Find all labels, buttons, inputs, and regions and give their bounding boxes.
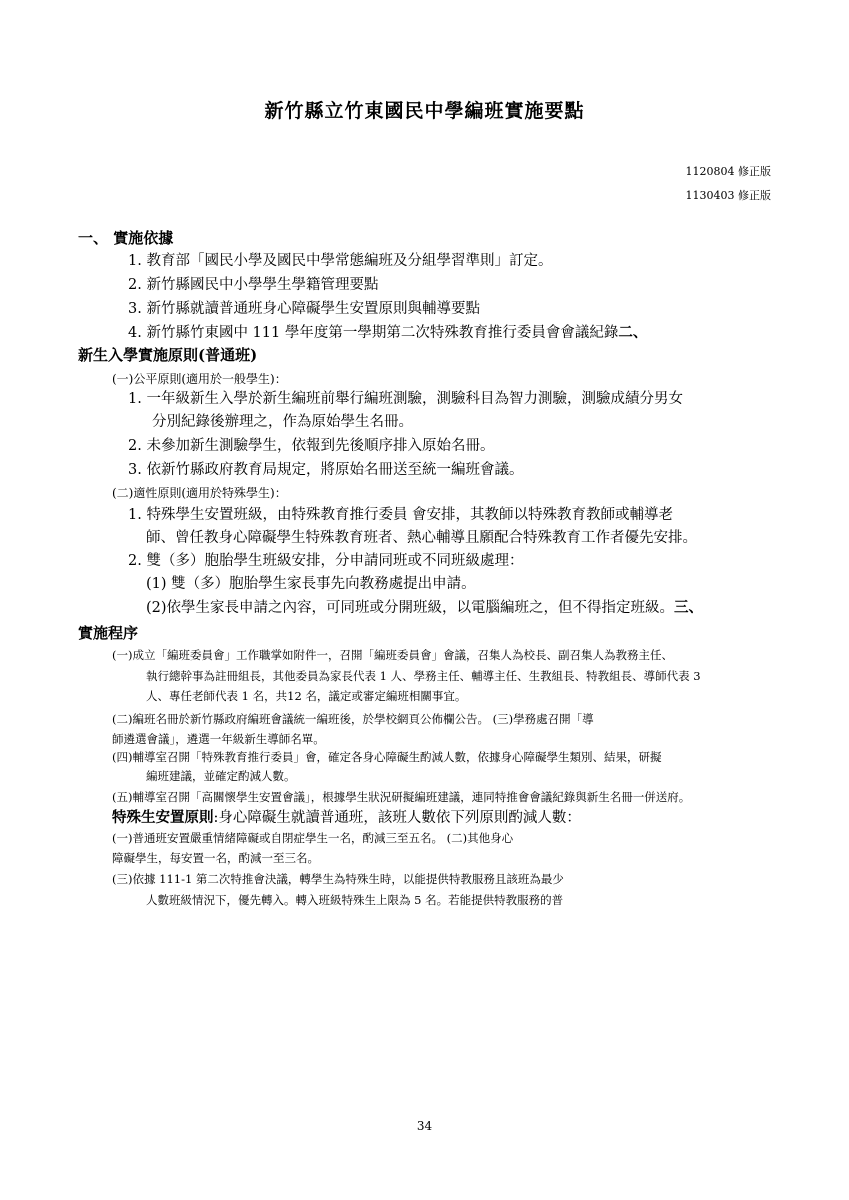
list-item: 3. 依新竹縣政府教育局規定，將原始名冊送至統一編班會議。	[128, 462, 524, 478]
revision-note: 1120804 修正版	[685, 165, 771, 178]
placement-item: (一)普通班安置嚴重情緒障礙或自閉症學生一名，酌減三至五名。 (二)其他身心	[112, 831, 514, 845]
placement-heading-text: :身心障礙生就讀普通班，該班人數依下列原則酌減人數：	[213, 810, 581, 826]
procedure-item: (四)輔導室召開「特殊教育推行委員」會，確定各身心障礙生酌減人數，依據身心障礙學生類別、結果，研擬	[112, 750, 662, 764]
procedure-item-continuation: 執行總幹事為註冊組長，其他委員為家長代表 1 人、學務主任、輔導主任、生教組長、特教組長、導師代表 3	[146, 669, 701, 683]
placement-heading-label: 特殊生安置原則	[112, 809, 214, 826]
placement-item-continuation: 人數班級情況下，優先轉入。轉入班級特殊生上限為 5 名。若能提供特教服務的普	[146, 893, 564, 907]
sub-item	[146, 601, 703, 616]
placement-heading	[112, 811, 581, 826]
list-item-continuation: 師、曾任教身心障礙學生特殊教育班者、熱心輔導且願配合特殊教育工作者優先安排。	[146, 530, 697, 546]
subsection-label: (二)適性原則(適用於特殊學生)：	[112, 486, 287, 500]
subsection-label: (一)公平原則(適用於一般學生)：	[112, 372, 287, 386]
procedure-item-continuation: 人、專任老師代表 1 名，共12 名，議定或審定編班相關事宜。	[146, 689, 467, 703]
section-heading: 一、 實施依據	[78, 229, 174, 247]
sub-item: (1) 雙（多）胞胎學生家長事先向教務處提出申請。	[146, 576, 476, 592]
list-item	[128, 326, 647, 341]
procedure-item: (五)輔導室召開「高關懷學生安置會議」，根據學生狀況研擬編班建議，連同特推會會議紀錄與新生名冊一併送府。	[112, 790, 691, 804]
section-heading: 實施程序	[78, 624, 139, 642]
section-heading: 新生入學實施原則(普通班)	[78, 346, 258, 364]
sub-item-text: (2)依學生家長申請之內容，可同班或分開班級，以電腦編班之，但不得指定班級。	[146, 600, 675, 616]
procedure-item-continuation: 編班建議，並確定酌減人數。	[146, 769, 296, 783]
placement-item: (三)依據 111-1 第二次特推會決議，轉學生為特殊生時，以能提供特教服務且該班為最少	[112, 872, 564, 886]
list-item-text: 4. 新竹縣竹東國中 111 學年度第一學期第二次特殊教育推行委員會會議紀錄	[128, 325, 619, 341]
list-item: 2. 未參加新生測驗學生，依報到先後順序排入原始名冊。	[128, 438, 495, 454]
revision-note: 1130403 修正版	[685, 189, 771, 202]
procedure-item: (一)成立「編班委員會」工作職掌如附件一，召開「編班委員會」會議，召集人為校長、副召集人為教務主任、	[112, 648, 673, 662]
procedure-item-continuation: 師遴選會議」，遴選一年級新生導師名單。	[112, 732, 325, 746]
section-heading-number: 二、	[618, 324, 648, 341]
list-item: 1. 一年級新生入學於新生編班前舉行編班測驗，測驗科目為智力測驗，測驗成績分男女	[128, 391, 683, 407]
list-item: 1. 特殊學生安置班級，由特殊教育推行委員 會安排，其教師以特殊教育教師或輔導老	[128, 507, 674, 523]
procedure-item: (二)編班名冊於新竹縣政府編班會議統一編班後，於學校網頁公佈欄公告。 (三)學務處召開「導	[112, 712, 594, 726]
list-item-continuation: 分別紀錄後辦理之，作為原始學生名冊。	[152, 414, 413, 430]
list-item: 2. 新竹縣國民中小學學生學籍管理要點	[128, 277, 379, 293]
page-number: 34	[416, 1119, 433, 1133]
list-item: 1. 教育部「國民小學及國民中學常態編班及分組學習準則」訂定。	[128, 253, 553, 269]
section-heading-number: 三、	[674, 599, 704, 616]
list-item: 3. 新竹縣就讀普通班身心障礙學生安置原則與輔導要點	[128, 301, 480, 317]
placement-item: 障礙學生，每安置一名，酌減一至三名。	[112, 851, 319, 865]
list-item: 2. 雙（多）胞胎學生班級安排，分申請同班或不同班級處理：	[128, 553, 524, 569]
document-title: 新竹縣立竹東國民中學編班實施要點	[264, 100, 585, 122]
